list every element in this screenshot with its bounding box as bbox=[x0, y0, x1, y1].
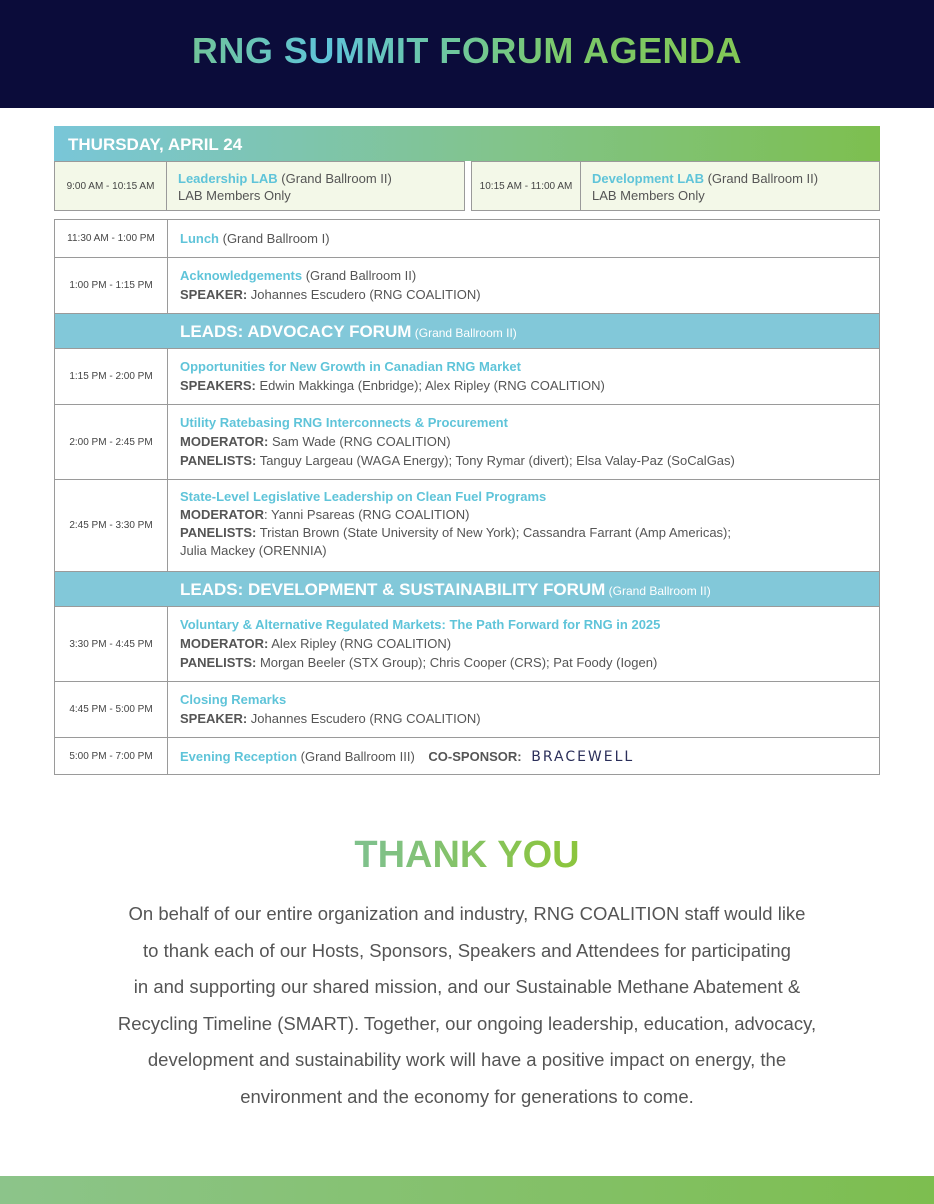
session-title: Closing Remarks bbox=[180, 692, 287, 707]
session-time: 9:00 AM - 10:15 AM bbox=[55, 162, 167, 210]
session-time: 3:30 PM - 4:45 PM bbox=[55, 607, 168, 681]
paragraph-line: environment and the economy for generations to come. bbox=[240, 1085, 694, 1107]
paragraph-line: development and sustainability work will have a positive impact on energy, the bbox=[147, 1049, 787, 1071]
role-text: Sam Wade (RNG COALITION) bbox=[268, 434, 451, 449]
header-banner bbox=[0, 0, 934, 108]
role-text: Tanguy Largeau (WAGA Energy); Tony Rymar (divert); Elsa Valay-Paz (SoCalGas) bbox=[256, 453, 735, 468]
day-header bbox=[54, 126, 880, 161]
session-title: State-Level Legislative Leadership on Clean Fuel Programs bbox=[180, 489, 547, 504]
session-room: (Grand Ballroom II) bbox=[703, 171, 819, 186]
session-time: 4:45 PM - 5:00 PM bbox=[55, 682, 168, 737]
session-title: Voluntary & Alternative Regulated Markets: The Path Forward for RNG in 2025 bbox=[180, 617, 661, 632]
role-label: SPEAKER: bbox=[180, 287, 248, 302]
table-row bbox=[55, 607, 879, 682]
session-time: 11:30 AM - 1:00 PM bbox=[55, 220, 168, 257]
session-time: 5:00 PM - 7:00 PM bbox=[55, 738, 168, 774]
table-row bbox=[55, 220, 879, 258]
forum-name bbox=[180, 580, 711, 600]
session-body bbox=[168, 607, 672, 681]
session-title: Lunch bbox=[180, 231, 219, 246]
paragraph-line: in and supporting our shared mission, and our Sustainable Methane Abatement & bbox=[133, 976, 801, 998]
role-text: Alex Ripley (RNG COALITION) bbox=[268, 636, 452, 651]
session-body bbox=[168, 682, 493, 737]
role-text: Tristan Brown (State University of New York); Cassandra Farrant (Amp Americas); bbox=[256, 525, 731, 540]
session-note: LAB Members Only bbox=[592, 188, 705, 203]
role-label: PANELISTS: bbox=[180, 655, 257, 670]
forum-title: LEADS: ADVOCACY FORUM bbox=[180, 322, 412, 341]
lab-row-leadership bbox=[54, 161, 465, 211]
lab-row-development bbox=[471, 161, 880, 211]
role-text: Johannes Escudero (RNG COALITION) bbox=[247, 711, 481, 726]
session-time: 10:15 AM - 11:00 AM bbox=[472, 162, 581, 210]
forum-name bbox=[180, 322, 517, 342]
table-row bbox=[55, 349, 879, 405]
forum-room: (Grand Ballroom II) bbox=[605, 584, 711, 598]
thank-you-heading: THANK YOU bbox=[0, 834, 934, 877]
lab-body bbox=[592, 170, 818, 204]
role-text: : Yanni Psareas (RNG COALITION) bbox=[264, 507, 470, 522]
session-note: LAB Members Only bbox=[178, 188, 291, 203]
page-title: RNG SUMMIT FORUM AGENDA bbox=[0, 30, 934, 72]
session-room: (Grand Ballroom I) bbox=[219, 231, 330, 246]
footer-bar bbox=[0, 1176, 934, 1204]
table-row bbox=[55, 258, 879, 314]
session-time: 2:45 PM - 3:30 PM bbox=[55, 480, 168, 571]
forum-room: (Grand Ballroom II) bbox=[411, 326, 517, 340]
paragraph-line: to thank each of our Hosts, Sponsors, Speakers and Attendees for participating bbox=[143, 939, 791, 961]
forum-header-advocacy bbox=[55, 314, 879, 349]
session-time: 1:15 PM - 2:00 PM bbox=[55, 349, 168, 404]
role-label: SPEAKER: bbox=[180, 711, 248, 726]
session-title: Leadership LAB bbox=[178, 171, 278, 186]
session-time: 2:00 PM - 2:45 PM bbox=[55, 405, 168, 479]
role-label: PANELISTS: bbox=[180, 453, 257, 468]
session-body bbox=[168, 220, 342, 257]
role-label: PANELISTS: bbox=[180, 525, 257, 540]
table-row bbox=[55, 738, 879, 775]
table-row bbox=[55, 405, 879, 480]
table-row bbox=[55, 682, 879, 738]
session-title: Opportunities for New Growth in Canadian RNG Market bbox=[180, 359, 521, 374]
cosponsor-label: CO-SPONSOR: bbox=[428, 749, 522, 764]
session-body bbox=[168, 349, 617, 404]
role-label: MODERATOR: bbox=[180, 434, 269, 449]
thank-you-paragraph bbox=[80, 896, 854, 1116]
session-time: 1:00 PM - 1:15 PM bbox=[55, 258, 168, 313]
bracewell-logo: BRACEWELL bbox=[531, 749, 635, 765]
role-text: Julia Mackey (ORENNIA) bbox=[180, 543, 327, 558]
paragraph-line: Recycling Timeline (SMART). Together, our ongoing leadership, education, advocacy, bbox=[117, 1012, 817, 1034]
paragraph-line: On behalf of our entire organization and industry, RNG COALITION staff would like bbox=[128, 903, 806, 924]
session-body bbox=[168, 738, 646, 774]
role-label: MODERATOR: bbox=[180, 636, 269, 651]
role-text: Johannes Escudero (RNG COALITION) bbox=[247, 287, 481, 302]
session-title: Development LAB bbox=[592, 171, 704, 186]
session-room: (Grand Ballroom II) bbox=[302, 268, 417, 283]
session-title: Acknowledgements bbox=[180, 268, 303, 283]
role-label: SPEAKERS: bbox=[180, 378, 256, 393]
session-body bbox=[168, 258, 493, 313]
role-text: Morgan Beeler (STX Group); Chris Cooper (CRS); Pat Foody (Iogen) bbox=[256, 655, 658, 670]
session-title: Evening Reception bbox=[180, 749, 298, 764]
forum-title: LEADS: DEVELOPMENT & SUSTAINABILITY FORUM bbox=[180, 580, 606, 599]
agenda-table bbox=[54, 219, 880, 775]
table-row bbox=[55, 480, 879, 572]
session-title: Utility Ratebasing RNG Interconnects & Procurement bbox=[180, 415, 508, 430]
day-label: THURSDAY, APRIL 24 bbox=[68, 135, 243, 154]
session-room: (Grand Ballroom III) bbox=[297, 749, 415, 764]
session-body bbox=[168, 405, 747, 479]
session-body bbox=[168, 480, 743, 571]
role-text: Edwin Makkinga (Enbridge); Alex Ripley (RNG COALITION) bbox=[255, 378, 605, 393]
session-room: (Grand Ballroom II) bbox=[277, 171, 392, 186]
forum-header-development bbox=[55, 572, 879, 607]
lab-body bbox=[178, 170, 392, 204]
role-label: MODERATOR bbox=[180, 507, 265, 522]
